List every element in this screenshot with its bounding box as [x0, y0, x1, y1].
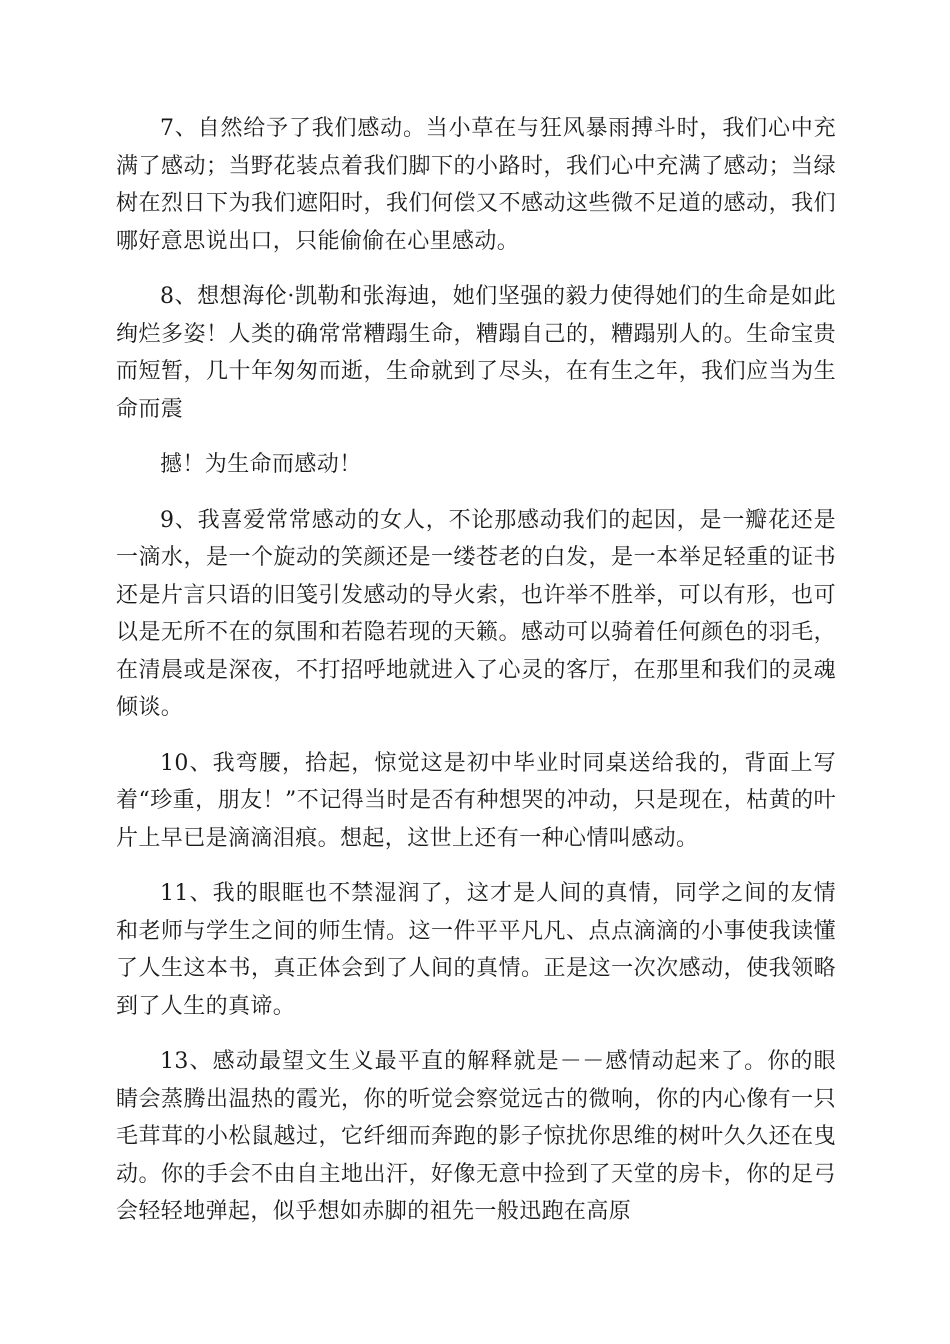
- paragraph-8: 8、想想海伦·凯勒和张海迪，她们坚强的毅力使得她们的生命是如此绚烂多姿！人类的确常常糟蹋生命，糟蹋自己的，糟蹋别人的。生命宝贵而短暂，几十年匆匆而逝，生命就到了尽头，在有生之年，我们应当为生命而震: [116, 284, 836, 422]
- paragraph-10: 10、我弯腰，拾起，惊觉这是初中毕业时同桌送给我的，背面上写着“珍重，朋友！”不记得当时是否有种想哭的冲动，只是现在，枯黄的叶片上早已是滴滴泪痕。想起，这世上还有一种心情叫感动。: [116, 750, 836, 851]
- paragraph-8-continuation: 撼！为生命而感动！: [160, 452, 362, 477]
- paragraph-7: 7、自然给予了我们感动。当小草在与狂风暴雨搏斗时，我们心中充满了感动；当野花装点着我们脚下的小路时，我们心中充满了感动；当绿树在烈日下为我们遮阳时，我们何偿又不感动这些微不足道的感动，我们哪好意思说出口，只能偷偷在心里感动。: [116, 116, 836, 254]
- paragraph-13: 13、感动最望文生义最平直的解释就是－－感情动起来了。你的眼睛会蒸腾出温热的霞光，你的听觉会察觉远古的微响，你的内心像有一只毛茸茸的小松鼠越过，它纤细而奔跑的影子惊扰你思维的树叶久久还在曳动。你的手会不由自主地出汗，好像无意中捡到了天堂的房卡，你的足弓会轻轻地弹起，似乎想如赤脚的祖先一般迅跑在高原: [116, 1049, 836, 1224]
- paragraph-9: 9、我喜爱常常感动的女人，不论那感动我们的起因，是一瓣花还是一滴水，是一个旋动的笑颜还是一缕苍老的白发，是一本举足轻重的证书还是片言只语的旧笺引发感动的导火索，也许举不胜举，可以有形，也可以是无所不在的氛围和若隐若现的天籁。感动可以骑着任何颜色的羽毛，在清晨或是深夜，不打招呼地就进入了心灵的客厅，在那里和我们的灵魂倾谈。: [116, 507, 836, 720]
- document-body: [116, 110, 836, 1249]
- paragraph-11: 11、我的眼眶也不禁湿润了，这才是人间的真情，同学之间的友情和老师与学生之间的师生情。这一件平平凡凡、点点滴滴的小事使我读懂了人生这本书，真正体会到了人间的真情。正是这一次次感动，使我领略到了人生的真谛。: [116, 881, 836, 1019]
